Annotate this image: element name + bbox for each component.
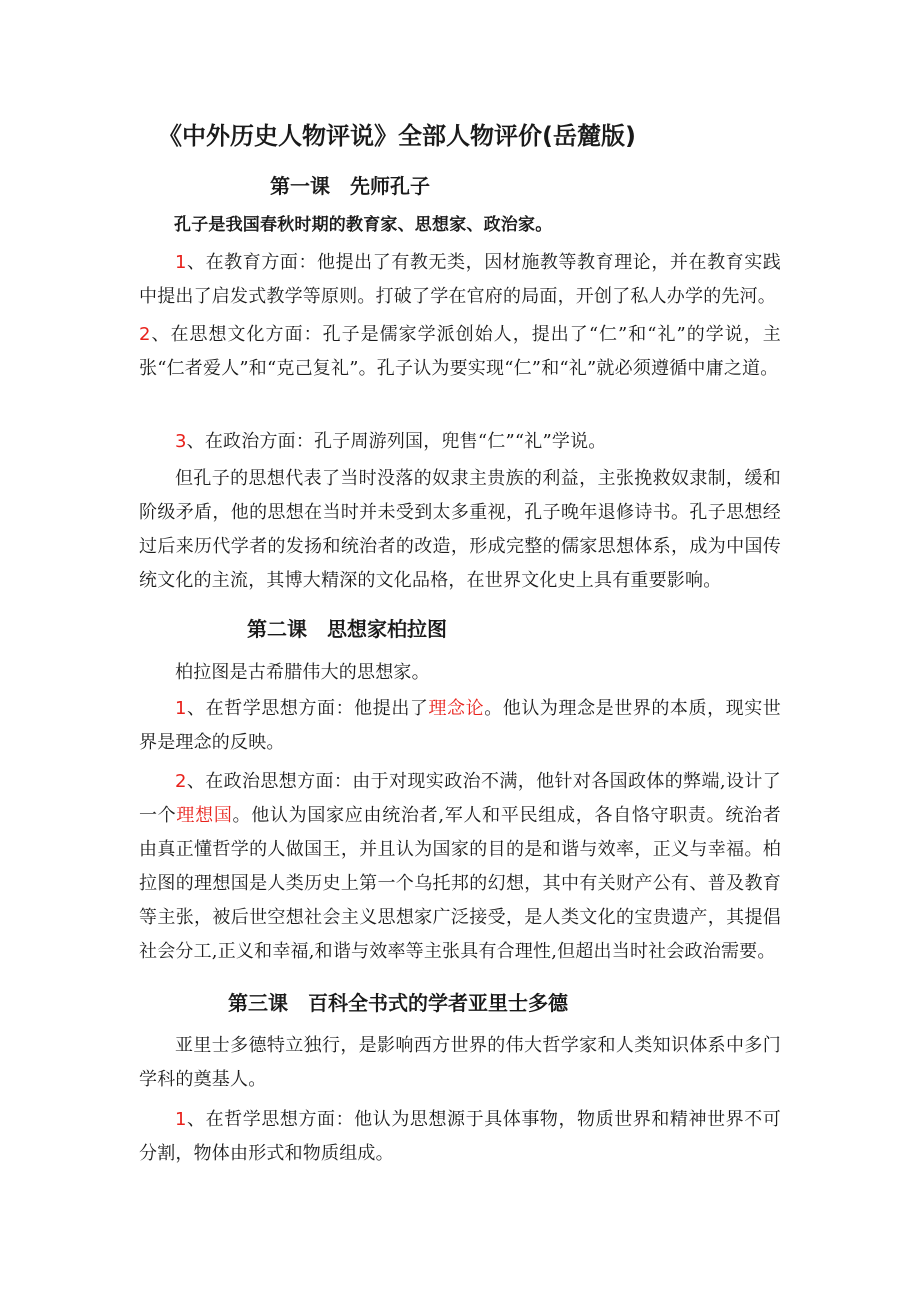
lesson1-heading: 第一课 先师孔子	[270, 174, 430, 198]
lesson1-paragraph-politics	[139, 425, 781, 459]
lesson2-p2-after: 。他认为国家应由统治者,军人和平民组成，各自恪守职责。统治者由真正懂哲学的人做国王，并且认为国家的目的是和谐与效率，正义与幸福。柏拉图的理想国是人类历史上第一个乌托邦的幻想，其中有关财产公有、普及教育等主张，被后世空想社会主义思想家广泛接受，是人类文化的宝贵遗产，其提倡社会分工,正义和幸福,和谐与效率等主张具有合理性,但超出当时社会政治需要。	[139, 805, 781, 962]
lesson3-intro: 亚里士多德特立独行，是影响西方世界的伟大哲学家和人类知识体系中多门学科的奠基人。	[139, 1035, 781, 1090]
lesson2-republic-term: 理想国	[176, 805, 233, 826]
lesson1-p2-number: 2	[139, 324, 151, 345]
lesson1-p3-text: 、在政治方面：孔子周游列国，兜售“仁”“礼”学说。	[186, 431, 607, 452]
lesson2-paragraph-philosophy	[139, 692, 781, 760]
lesson3-heading: 第三课 百科全书式的学者亚里士多德	[228, 991, 568, 1015]
lesson2-p2-before: 、在政治思想方面：由于对现实政治不满，他针对各国政体的弊端,设计了一个	[139, 771, 781, 826]
lesson3-p1-number: 1	[175, 1109, 187, 1130]
lesson3-p1-text: 、在哲学思想方面：他认为思想源于具体事物，物质世界和精神世界不可分割，物体由形式和物质组成。	[139, 1109, 781, 1164]
lesson1-p1-text: 、在教育方面：他提出了有教无类，因材施教等教育理论，并在教育实践中提出了启发式教学等原则。打破了学在官府的局面，开创了私人办学的先河。	[139, 252, 781, 307]
lesson3-paragraph-philosophy	[139, 1103, 781, 1171]
lesson1-paragraph-assessment: 但孔子的思想代表了当时没落的奴隶主贵族的利益，主张挽救奴隶制，缓和阶级矛盾，他的思想在当时并未受到太多重视，孔子晚年退修诗书。孔子思想经过后来历代学者的发扬和统治者的改造，形成完整的儒家思想体系，成为中国传统文化的主流，其博大精深的文化品格，在世界文化史上具有重要影响。	[139, 468, 781, 591]
lesson1-p1-number: 1	[175, 252, 187, 273]
lesson1-paragraph-culture	[139, 318, 781, 386]
lesson2-p1-after: 。他认为理念是世界的本质，现实世界是理念的反映。	[139, 698, 781, 753]
lesson2-p1-before: 、在哲学思想方面：他提出了	[186, 698, 429, 719]
lesson1-intro: 孔子是我国春秋时期的教育家、思想家、政治家。	[174, 215, 553, 235]
lesson2-heading: 第二课 思想家柏拉图	[247, 617, 447, 641]
lesson2-intro: 柏拉图是古希腊伟大的思想家。	[175, 662, 430, 683]
lesson1-p2-text: 、在思想文化方面：孔子是儒家学派创始人，提出了“仁”和“礼”的学说，主张“仁者爱人”和“克己复礼”。孔子认为要实现“仁”和“礼”就必须遵循中庸之道。	[139, 324, 781, 379]
lesson2-p2-number: 2	[175, 771, 187, 792]
lesson2-paragraph-politics	[139, 765, 781, 969]
lesson2-theory-of-forms-term: 理念论	[428, 698, 485, 719]
document-title: 《中外历史人物评说》全部人物评价(岳麓版)	[158, 122, 636, 150]
lesson2-p1-number: 1	[175, 698, 187, 719]
lesson1-paragraph-education	[139, 246, 781, 314]
lesson1-p3-number: 3	[175, 431, 187, 452]
